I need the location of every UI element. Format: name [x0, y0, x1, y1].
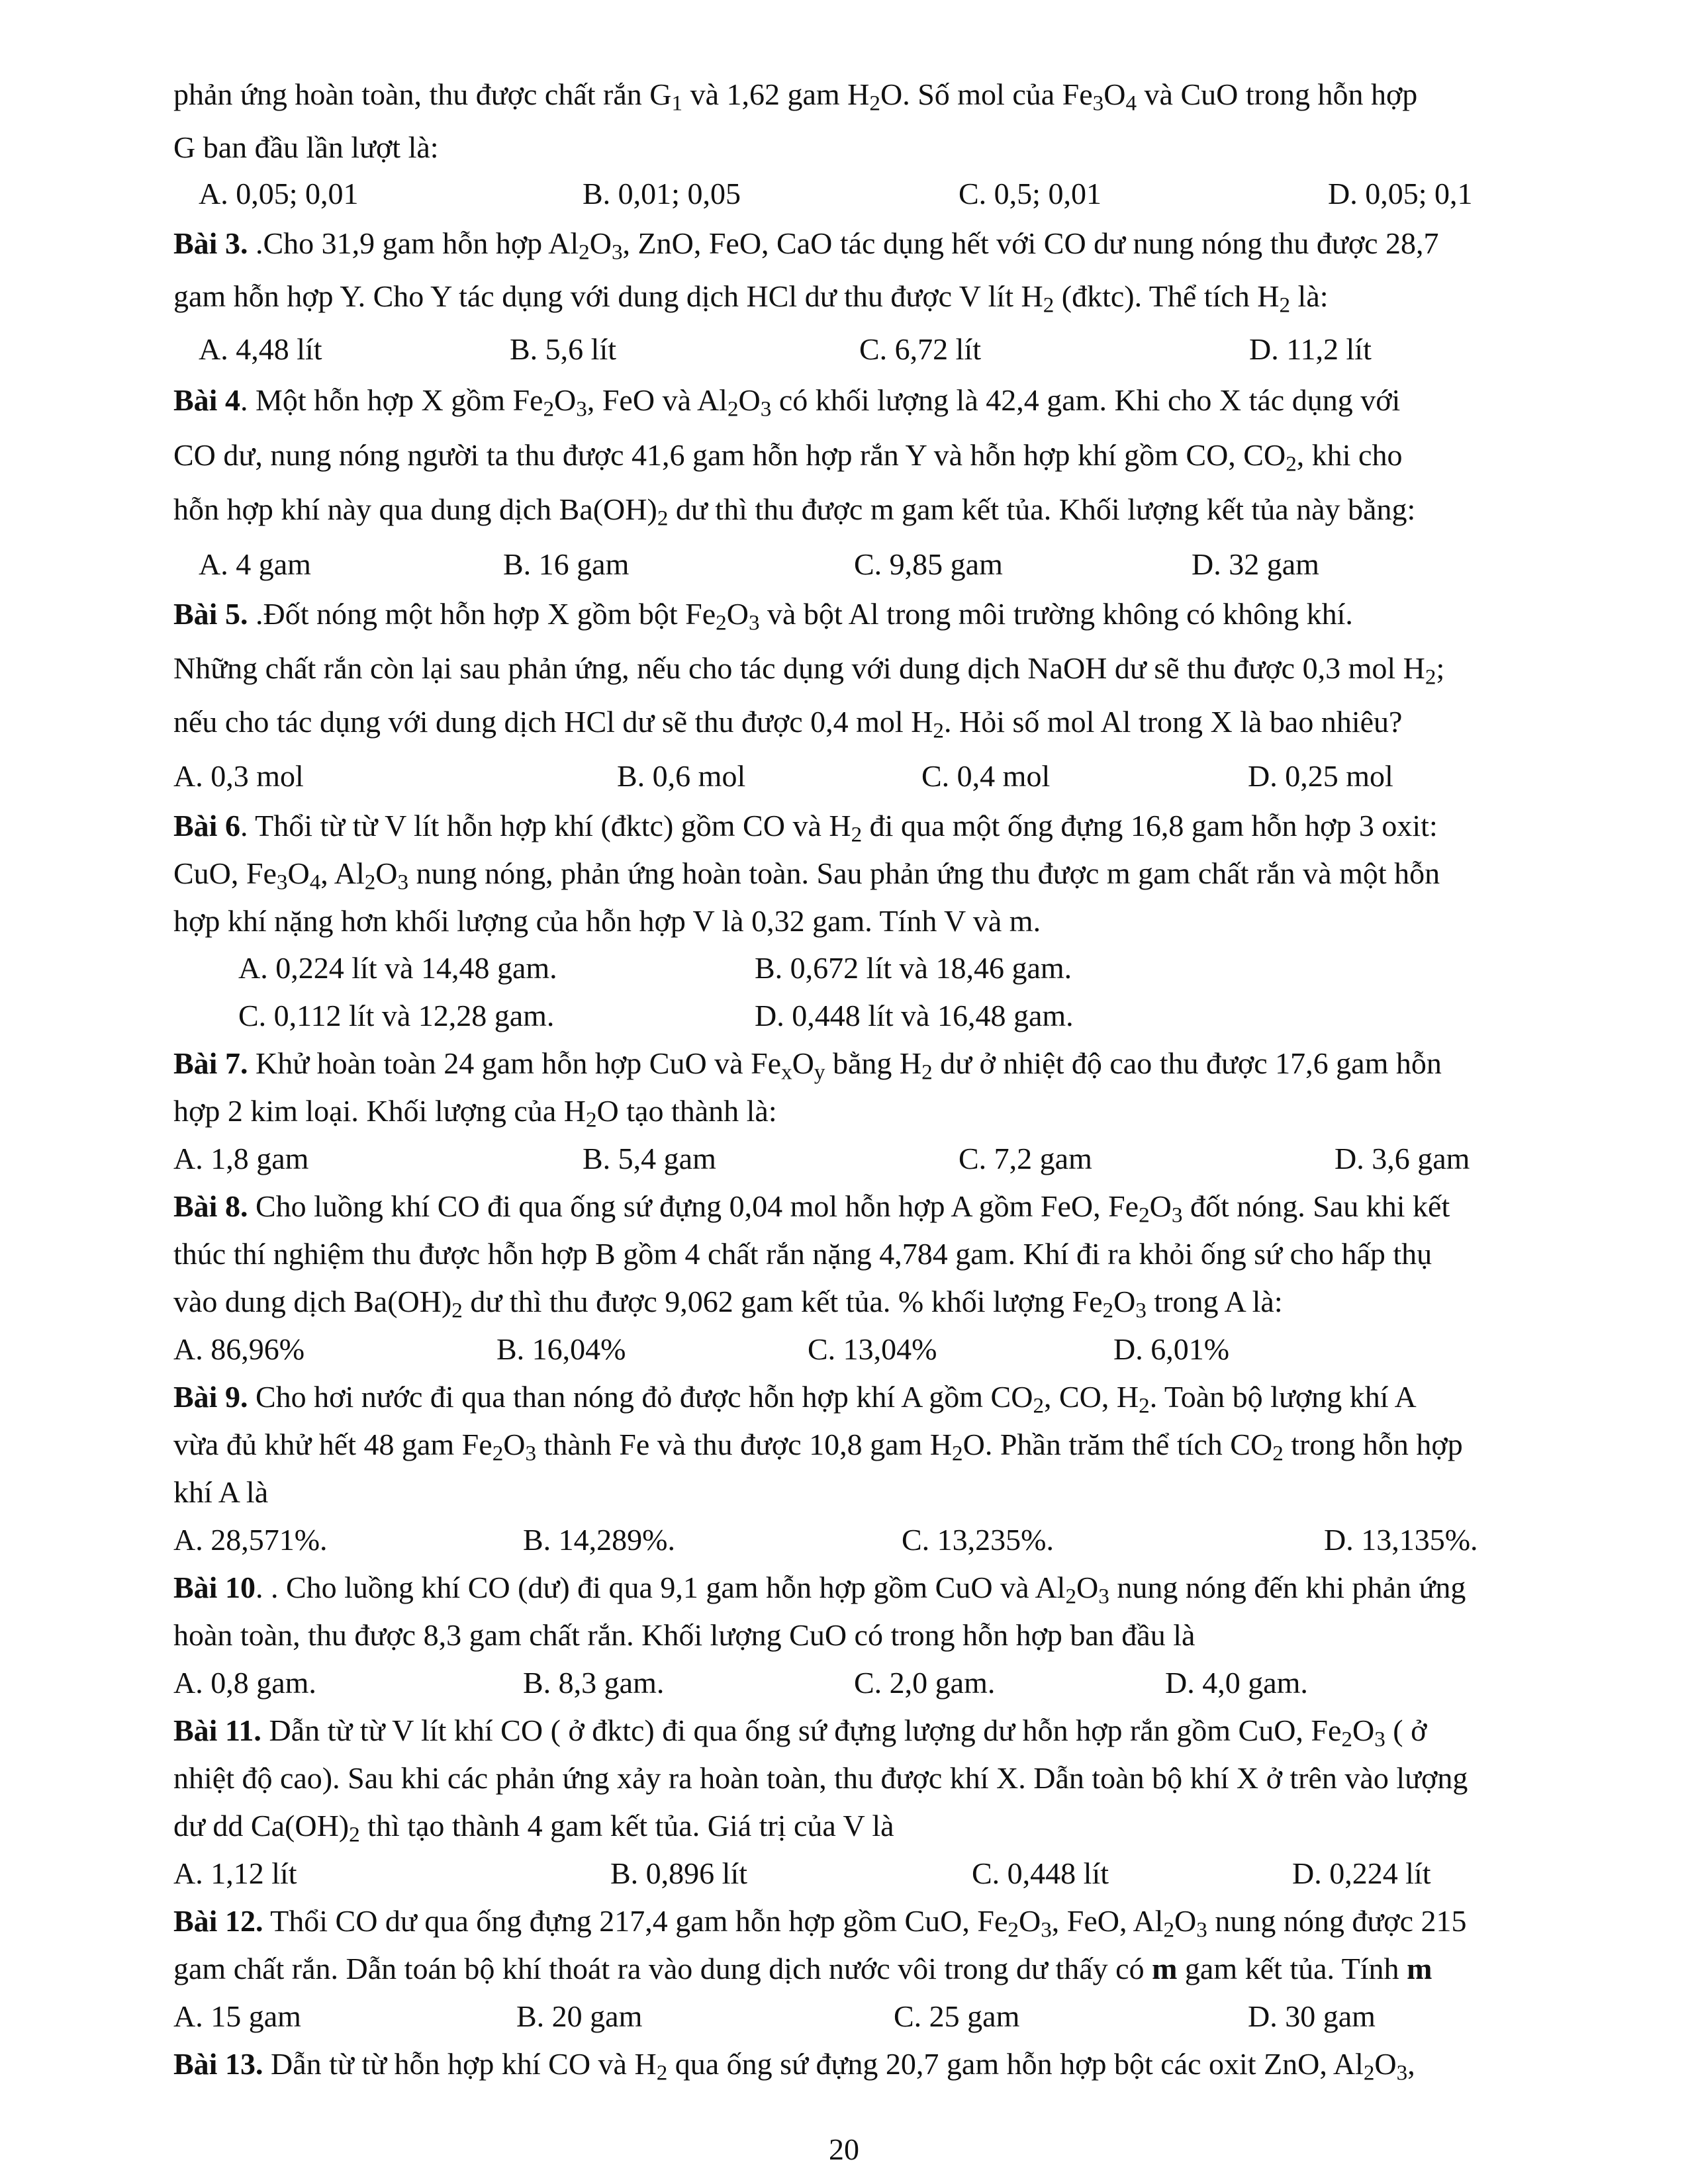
- subscript: 4: [309, 870, 321, 895]
- subscript: 3: [525, 1441, 537, 1466]
- text-run: O: [726, 597, 749, 631]
- text-run: , CO, H: [1044, 1380, 1139, 1414]
- subscript: 3: [1196, 1917, 1207, 1942]
- problem-line: [173, 1428, 1463, 1466]
- subscript: 3: [397, 870, 409, 895]
- text-run: O: [738, 383, 761, 417]
- answer-option: D. 30 gam: [1248, 1999, 1376, 2033]
- text-run: nếu cho tác dụng với dung dịch HCl dư sẽ thu được 0,4 mol H: [173, 705, 933, 739]
- answer-option: C. 0,448 lít: [972, 1856, 1109, 1890]
- subscript: 2: [1272, 1441, 1284, 1466]
- problem-line: [173, 809, 1438, 847]
- text-run: O: [1174, 1904, 1197, 1938]
- text-run: , FeO, Al: [1051, 1904, 1164, 1938]
- subscript: 2: [1065, 1584, 1077, 1609]
- text-run: trong hỗn hợp: [1283, 1428, 1463, 1461]
- answer-option: A. 4,48 lít: [199, 332, 322, 366]
- text-run: O: [1103, 77, 1126, 111]
- subscript: 2: [952, 1441, 963, 1466]
- text-run: hợp khí nặng hơn khối lượng của hỗn hợp V là 0,32 gam. Tính V và m.: [173, 904, 1041, 938]
- text-run: , khi cho: [1296, 438, 1403, 472]
- problem-label: m: [1407, 1952, 1432, 1985]
- text-run: O: [792, 1046, 814, 1080]
- text-run: , Al: [320, 856, 365, 890]
- subscript: 3: [1092, 91, 1104, 116]
- text-run: đốt nóng. Sau khi kết: [1182, 1189, 1450, 1223]
- text-run: Cho luồng khí CO đi qua ống sứ đựng 0,04 mol hỗn hợp A gồm FeO, Fe: [248, 1189, 1139, 1223]
- subscript: 2: [1043, 293, 1055, 318]
- answer-option: D. 13,135%.: [1324, 1523, 1478, 1557]
- text-run: O: [1352, 1713, 1375, 1747]
- text-run: trong A là:: [1146, 1285, 1283, 1318]
- text-run: dư thì thu được 9,062 gam kết tủa. % khối lượng Fe: [462, 1285, 1103, 1318]
- text-run: bằng H: [825, 1046, 922, 1080]
- text-run: CuO, Fe: [173, 856, 277, 890]
- subscript: 3: [1041, 1917, 1052, 1942]
- subscript: 3: [1135, 1298, 1147, 1323]
- subscript: 2: [585, 1107, 597, 1132]
- problem-line: [173, 1046, 1442, 1085]
- answer-option: D. 6,01%: [1113, 1332, 1230, 1366]
- problem-line: [173, 705, 1403, 743]
- answer-option: C. 9,85 gam: [854, 547, 1003, 581]
- text-run: vừa đủ khử hết 48 gam Fe: [173, 1428, 492, 1461]
- problem-line: [173, 77, 1418, 116]
- subscript: 2: [492, 1441, 504, 1466]
- text-run: O: [554, 383, 577, 417]
- problem-line: [173, 1713, 1427, 1752]
- text-run: gam hỗn hợp Y. Cho Y tác dụng với dung dịch HCl dư thu được V lít H: [173, 279, 1043, 313]
- text-run: ,: [1407, 2047, 1415, 2081]
- answer-option: C. 13,04%: [808, 1332, 937, 1366]
- subscript: 2: [656, 2060, 668, 2085]
- answer-option: C. 7,2 gam: [959, 1142, 1092, 1175]
- subscript: y: [814, 1060, 825, 1085]
- answer-option: C. 0,4 mol: [921, 759, 1051, 793]
- subscript: 2: [851, 822, 863, 847]
- answer-option: D. 4,0 gam.: [1165, 1666, 1308, 1700]
- text-run: O. Phần trăm thể tích CO: [962, 1428, 1273, 1461]
- problem-line: [173, 1904, 1467, 1942]
- answer-option: B. 14,289%.: [523, 1523, 675, 1557]
- subscript: 2: [716, 610, 727, 635]
- answer-option: A. 0,224 lít và 14,48 gam.: [238, 951, 557, 985]
- text-run: O: [375, 856, 398, 890]
- answer-option: B. 0,672 lít và 18,46 gam.: [755, 951, 1072, 985]
- subscript: 2: [1008, 1917, 1019, 1942]
- problem-line: [173, 597, 1353, 635]
- text-run: O: [1374, 2047, 1397, 2081]
- text-run: Cho hơi nước đi qua than nóng đỏ được hỗn hợp khí A gồm CO: [248, 1380, 1033, 1414]
- problem-line: [173, 1189, 1450, 1228]
- problem-line: [173, 1285, 1283, 1323]
- text-run: O: [287, 856, 310, 890]
- page-number: 20: [829, 2132, 859, 2166]
- text-run: ( ở: [1385, 1713, 1427, 1747]
- subscript: 1: [671, 91, 683, 116]
- text-run: dư dd Ca(OH): [173, 1809, 350, 1843]
- problem-label: Bài 10: [173, 1570, 256, 1604]
- problem-label: Bài 4: [173, 383, 240, 417]
- problem-line: [173, 1239, 1432, 1269]
- answer-option: D. 32 gam: [1192, 547, 1319, 581]
- subscript: 2: [869, 91, 880, 116]
- text-run: gam chất rắn. Dẫn toán bộ khí thoát ra vào dung dịch nước vôi trong dư thấy có: [173, 1952, 1152, 1985]
- text-run: Khử hoàn toàn 24 gam hỗn hợp CuO và Fe: [248, 1046, 782, 1080]
- text-run: O: [1113, 1285, 1136, 1318]
- text-run: hợp 2 kim loại. Khối lượng của H: [173, 1094, 586, 1128]
- subscript: 3: [1396, 2060, 1408, 2085]
- subscript: 2: [1286, 451, 1297, 477]
- text-run: Những chất rắn còn lại sau phản ứng, nếu cho tác dụng với dung dịch NaOH dư sẽ thu được 0,3 mol H: [173, 651, 1425, 685]
- problem-line: [173, 383, 1401, 422]
- subscript: 2: [1139, 1203, 1150, 1228]
- text-run: (đktc). Thể tích H: [1054, 279, 1280, 313]
- answer-option: C. 0,5; 0,01: [959, 177, 1102, 210]
- subscript: 2: [1341, 1727, 1352, 1752]
- text-run: đi qua một ống đựng 16,8 gam hỗn hợp 3 oxit:: [862, 809, 1438, 842]
- subscript: 2: [349, 1822, 360, 1847]
- problem-label: Bài 13.: [173, 2047, 263, 2081]
- subscript: 3: [1171, 1203, 1183, 1228]
- subscript: 2: [1033, 1393, 1044, 1418]
- answer-option: B. 0,6 mol: [617, 759, 746, 793]
- answer-option: D. 0,05; 0,1: [1328, 177, 1473, 210]
- subscript: 3: [748, 610, 760, 635]
- subscript: 2: [1363, 2060, 1375, 2085]
- answer-option: D. 0,224 lít: [1292, 1856, 1431, 1890]
- answer-option: D. 0,25 mol: [1248, 759, 1393, 793]
- text-run: dư ở nhiệt độ cao thu được 17,6 gam hỗn: [932, 1046, 1442, 1080]
- subscript: 2: [579, 240, 590, 265]
- text-run: ;: [1436, 651, 1445, 685]
- problem-line: [173, 132, 439, 163]
- answer-option: A. 28,571%.: [173, 1523, 328, 1557]
- problem-line: [173, 1477, 268, 1508]
- text-run: có khối lượng là 42,4 gam. Khi cho X tác dụng với: [771, 383, 1401, 417]
- problem-label: Bài 11.: [173, 1713, 261, 1747]
- text-run: , FeO và Al: [586, 383, 727, 417]
- subscript: 3: [1098, 1584, 1109, 1609]
- answer-option: A. 86,96%: [173, 1332, 305, 1366]
- answer-option: A. 4 gam: [199, 547, 311, 581]
- problem-label: Bài 8.: [173, 1189, 248, 1223]
- problem-line: [173, 1954, 1432, 1984]
- answer-option: D. 3,6 gam: [1335, 1142, 1470, 1175]
- answer-option: B. 0,01; 0,05: [583, 177, 741, 210]
- answer-option: B. 5,4 gam: [583, 1142, 716, 1175]
- text-run: và bột Al trong môi trường không có không khí.: [759, 597, 1353, 631]
- text-run: thành Fe và thu được 10,8 gam H: [536, 1428, 953, 1461]
- text-run: và 1,62 gam H: [682, 77, 870, 111]
- text-run: nhiệt độ cao). Sau khi các phản ứng xảy ra hoàn toàn, thu được khí X. Dẫn toàn bộ khí X ở trên vào lượng: [173, 1761, 1468, 1795]
- subscript: 2: [364, 870, 376, 895]
- text-run: O. Số mol của Fe: [880, 77, 1093, 111]
- problem-label: Bài 5.: [173, 597, 248, 631]
- text-run: .Cho 31,9 gam hỗn hợp Al: [248, 226, 579, 260]
- answer-option: C. 0,112 lít và 12,28 gam.: [238, 999, 555, 1032]
- problem-label: Bài 3.: [173, 226, 248, 260]
- subscript: 3: [1374, 1727, 1385, 1752]
- answer-option: A. 0,05; 0,01: [199, 177, 359, 210]
- answer-option: A. 0,8 gam.: [173, 1666, 316, 1700]
- text-run: O: [1149, 1189, 1172, 1223]
- answer-option: C. 25 gam: [894, 1999, 1020, 2033]
- text-run: hoàn toàn, thu được 8,3 gam chất rắn. Khối lượng CuO có trong hỗn hợp ban đầu là: [173, 1618, 1196, 1652]
- answer-option: A. 0,3 mol: [173, 759, 304, 793]
- subscript: 2: [1139, 1393, 1150, 1418]
- answer-option: C. 13,235%.: [902, 1523, 1054, 1557]
- text-run: thúc thí nghiệm thu được hỗn hợp B gồm 4 chất rắn nặng 4,784 gam. Khí đi ra khỏi ống sứ cho hấp thụ: [173, 1237, 1432, 1271]
- subscript: 3: [760, 396, 772, 422]
- problem-line: [173, 906, 1041, 936]
- text-run: . Toàn bộ lượng khí A: [1149, 1380, 1417, 1414]
- answer-option: A. 15 gam: [173, 1999, 301, 2033]
- text-run: , ZnO, FeO, CaO tác dụng hết với CO dư nung nóng thu được 28,7: [622, 226, 1439, 260]
- subscript: 2: [1102, 1298, 1114, 1323]
- text-run: là:: [1290, 279, 1329, 313]
- problem-line: [173, 438, 1403, 477]
- subscript: 3: [576, 396, 587, 422]
- subscript: 2: [1163, 1917, 1175, 1942]
- text-run: dư thì thu được m gam kết tủa. Khối lượng kết tủa này bằng:: [668, 492, 1416, 526]
- answer-option: D. 11,2 lít: [1249, 332, 1372, 366]
- problem-line: [173, 856, 1440, 895]
- subscript: 2: [1279, 293, 1291, 318]
- text-run: nung nóng, phản ứng hoàn toàn. Sau phản ứng thu được m gam chất rắn và một hỗn: [408, 856, 1440, 890]
- problem-line: [173, 279, 1329, 318]
- problem-line: [173, 651, 1445, 690]
- text-run: O: [589, 226, 612, 260]
- text-run: nung nóng được 215: [1207, 1904, 1467, 1938]
- answer-option: A. 1,12 lít: [173, 1856, 297, 1890]
- problem-label: m: [1152, 1952, 1178, 1985]
- text-run: thì tạo thành 4 gam kết tủa. Giá trị của V là: [359, 1809, 894, 1843]
- text-run: . . Cho luồng khí CO (dư) đi qua 9,1 gam hỗn hợp gồm CuO và Al: [255, 1570, 1066, 1604]
- text-run: vào dung dịch Ba(OH): [173, 1285, 452, 1318]
- problem-line: [173, 2047, 1415, 2085]
- text-run: O tạo thành là:: [596, 1094, 777, 1128]
- text-run: gam kết tủa. Tính: [1177, 1952, 1407, 1985]
- answer-option: B. 20 gam: [516, 1999, 643, 2033]
- problem-label: Bài 6: [173, 809, 240, 842]
- text-run: Dẫn từ từ V lít khí CO ( ở đktc) đi qua ống sứ đựng lượng dư hỗn hợp rắn gồm CuO, Fe: [261, 1713, 1342, 1747]
- text-run: . Một hỗn hợp X gồm Fe: [240, 383, 543, 417]
- subscript: 3: [611, 240, 623, 265]
- answer-option: B. 16 gam: [503, 547, 630, 581]
- text-run: G ban đầu lần lượt là:: [173, 130, 439, 164]
- subscript: 2: [727, 396, 739, 422]
- subscript: 2: [933, 718, 944, 743]
- text-run: nung nóng đến khi phản ứng: [1109, 1570, 1466, 1604]
- subscript: 2: [921, 1060, 933, 1085]
- subscript: 2: [451, 1298, 463, 1323]
- problem-line: [173, 1620, 1195, 1651]
- text-run: và CuO trong hỗn hợp: [1137, 77, 1418, 111]
- subscript: 4: [1125, 91, 1137, 116]
- answer-option: B. 8,3 gam.: [523, 1666, 665, 1700]
- answer-option: C. 2,0 gam.: [854, 1666, 996, 1700]
- text-run: O: [1076, 1570, 1099, 1604]
- text-run: khí A là: [173, 1475, 269, 1509]
- problem-line: [173, 1763, 1468, 1794]
- answer-option: B. 0,896 lít: [610, 1856, 748, 1890]
- answer-option: C. 6,72 lít: [859, 332, 982, 366]
- problem-line: [173, 1809, 894, 1847]
- problem-line: [173, 492, 1416, 531]
- text-run: O: [1018, 1904, 1041, 1938]
- text-run: hỗn hợp khí này qua dung dịch Ba(OH): [173, 492, 657, 526]
- problem-label: Bài 9.: [173, 1380, 248, 1414]
- answer-option: B. 5,6 lít: [510, 332, 617, 366]
- subscript: 2: [657, 506, 669, 531]
- answer-option: B. 16,04%: [496, 1332, 626, 1366]
- problem-line: [173, 1570, 1466, 1609]
- problem-label: Bài 7.: [173, 1046, 248, 1080]
- problem-line: [173, 1094, 777, 1132]
- text-run: . Hỏi số mol Al trong X là bao nhiêu?: [943, 705, 1403, 739]
- text-run: CO dư, nung nóng người ta thu được 41,6 gam hỗn hợp rắn Y và hỗn hợp khí gồm CO, CO: [173, 438, 1286, 472]
- subscript: 3: [276, 870, 288, 895]
- subscript: 2: [543, 396, 555, 422]
- text-run: O: [503, 1428, 526, 1461]
- subscript: 2: [1425, 664, 1436, 690]
- answer-option: D. 0,448 lít và 16,48 gam.: [755, 999, 1074, 1032]
- text-run: qua ống sứ đựng 20,7 gam hỗn hợp bột các oxit ZnO, Al: [667, 2047, 1364, 2081]
- text-run: . Thổi từ từ V lít hỗn hợp khí (đktc) gồm CO và H: [240, 809, 851, 842]
- problem-label: Bài 12.: [173, 1904, 263, 1938]
- answer-option: A. 1,8 gam: [173, 1142, 309, 1175]
- text-run: .Đốt nóng một hỗn hợp X gồm bột Fe: [248, 597, 716, 631]
- text-run: Thổi CO dư qua ống đựng 217,4 gam hỗn hợp gồm CuO, Fe: [263, 1904, 1008, 1938]
- subscript: x: [781, 1060, 792, 1085]
- text-run: phản ứng hoàn toàn, thu được chất rắn G: [173, 77, 672, 111]
- problem-line: [173, 1380, 1417, 1418]
- problem-line: [173, 226, 1439, 265]
- text-run: Dẫn từ từ hỗn hợp khí CO và H: [263, 2047, 657, 2081]
